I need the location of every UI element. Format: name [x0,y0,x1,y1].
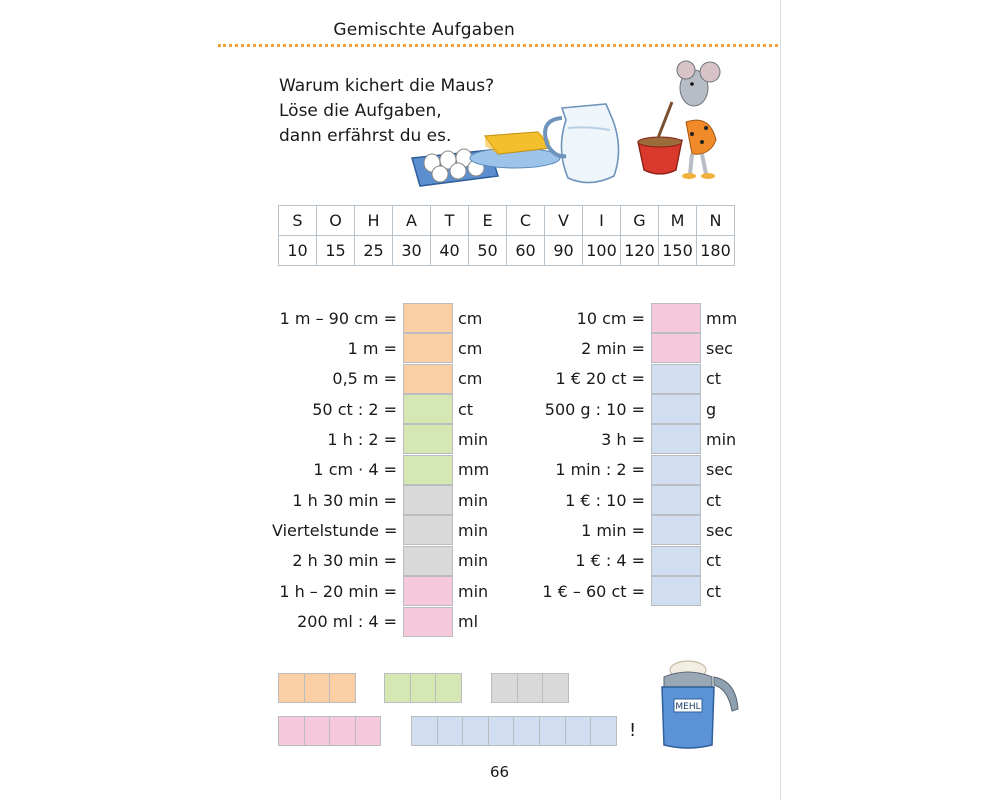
task-row [535,394,716,424]
task-row [535,576,721,606]
answer-letter-box[interactable] [513,716,540,746]
task-unit: sec [706,338,733,358]
task-expression: 1 € : 4 = [575,551,645,571]
intro-line-3: dann erfährst du es. [279,126,452,146]
key-letter: E [469,206,507,236]
answer-letter-box[interactable] [539,716,566,746]
key-number: 150 [659,236,697,266]
task-row [272,576,488,606]
task-expression: 2 h 30 min = [292,551,397,571]
answer-letter-box[interactable] [278,716,305,746]
task-unit: ct [706,581,722,601]
answer-box[interactable] [651,515,701,545]
answer-letter-box[interactable] [565,716,592,746]
task-expression: 2 min = [581,338,645,358]
task-row [272,333,482,363]
answer-box[interactable] [403,394,453,424]
answer-letter-box[interactable] [542,673,569,703]
answer-box[interactable] [403,485,453,515]
key-letter: C [507,206,545,236]
key-number: 25 [355,236,393,266]
task-expression: 1 h 30 min = [292,490,397,510]
key-letter: G [621,206,659,236]
task-row [272,485,488,515]
task-row [272,515,488,545]
key-number: 30 [393,236,431,266]
answer-box[interactable] [403,607,453,637]
task-unit: ct [706,490,722,510]
answer-box[interactable] [651,303,701,333]
answer-letter-box[interactable] [411,716,438,746]
key-number: 90 [545,236,583,266]
answer-box[interactable] [403,576,453,606]
task-row [535,455,733,485]
answer-box[interactable] [651,485,701,515]
answer-letter-box[interactable] [304,716,331,746]
answer-letter-box[interactable] [517,673,544,703]
task-unit: ml [458,612,479,631]
task-expression: 1 € 20 ct = [555,369,645,389]
answer-letter-box[interactable] [329,716,356,746]
task-row [535,546,721,576]
task-unit: min [706,429,737,449]
answer-letter-box[interactable] [384,673,411,703]
task-expression: 1 m – 90 cm = [279,308,397,328]
task-expression: 500 g : 10 = [544,399,645,419]
task-row [272,546,488,576]
answer-box[interactable] [651,333,701,363]
answer-word-green [384,673,462,703]
key-letter: M [659,206,697,236]
task-row [535,515,733,545]
task-unit: ct [706,369,722,389]
page-title: Gemischte Aufgaben [333,20,515,40]
task-expression: 1 € – 60 ct = [542,581,645,601]
answer-word-pink [278,716,381,746]
task-unit: mm [458,460,490,480]
task-expression: Viertelstunde = [272,520,398,540]
answer-letter-box[interactable] [410,673,437,703]
answer-letter-box[interactable] [329,673,356,703]
task-unit: cm [458,308,483,328]
task-expression: 1 min = [581,520,645,540]
answer-letter-box[interactable] [435,673,462,703]
key-letter: H [355,206,393,236]
task-row [272,364,482,394]
key-number: 40 [431,236,469,266]
key-number: 60 [507,236,545,266]
key-number: 10 [279,236,317,266]
task-expression: 1 m = [347,338,397,358]
task-expression: 1 min : 2 = [555,460,645,480]
jar-label: MEHL [675,702,701,712]
task-row [272,607,478,637]
answer-box[interactable] [651,364,701,394]
answer-box[interactable] [651,576,701,606]
answer-box[interactable] [403,455,453,485]
answer-letter-box[interactable] [278,673,305,703]
task-expression: 1 € : 10 = [565,490,645,510]
intro-line-1: Warum kichert die Maus? [279,76,495,96]
task-row [535,303,737,333]
intro-line-2: Löse die Aufgaben, [279,101,442,121]
answer-letter-box[interactable] [488,716,515,746]
key-letter: V [545,206,583,236]
answer-word-orange [278,673,356,703]
key-letter: A [393,206,431,236]
answer-letter-box[interactable] [491,673,518,703]
key-number: 50 [469,236,507,266]
task-expression: 10 cm = [576,308,645,328]
task-unit: min [458,520,489,540]
task-expression: 1 cm · 4 = [313,460,397,480]
letter-key-table [278,205,735,266]
answer-box[interactable] [403,303,453,333]
answer-box[interactable] [651,546,701,576]
task-unit: cm [458,338,483,358]
answer-letter-box[interactable] [437,716,464,746]
dotted-divider [218,44,778,47]
key-number: 180 [697,236,735,266]
task-row [535,364,721,394]
task-expression: 200 ml : 4 = [297,612,397,631]
task-unit: cm [458,369,483,389]
task-unit: ct [458,399,474,419]
task-expression: 0,5 m = [332,369,397,389]
key-number: 120 [621,236,659,266]
answer-box[interactable] [403,515,453,545]
key-number: 15 [317,236,355,266]
task-row [535,424,736,454]
answer-box[interactable] [403,364,453,394]
task-row [272,303,482,333]
blank-margin [781,0,1000,800]
task-expression: 1 h : 2 = [327,429,397,449]
answer-box[interactable] [403,333,453,363]
task-expression: 50 ct : 2 = [312,399,397,419]
page-number: 66 [490,763,510,781]
key-letter: N [697,206,735,236]
baking-illustration [410,58,740,193]
key-letter: I [583,206,621,236]
key-letter: S [279,206,317,236]
task-unit: min [458,551,489,571]
flour-jar-icon [652,655,742,750]
task-unit: min [458,429,489,449]
task-row [272,424,488,454]
answer-box[interactable] [651,394,701,424]
milk-jug-icon [545,104,618,183]
task-unit: sec [706,520,733,540]
task-row [535,485,721,515]
task-unit: g [706,399,717,419]
answer-letter-box[interactable] [590,716,617,746]
mouse-icon [638,61,720,179]
letter-row [279,206,735,236]
answer-word-gray [491,673,569,703]
task-row [272,394,473,424]
answer-letter-box[interactable] [304,673,331,703]
number-row [279,236,735,266]
task-expression: 3 h = [601,429,645,449]
answer-box[interactable] [403,424,453,454]
task-row [535,333,733,363]
key-number: 100 [583,236,621,266]
task-row [272,455,489,485]
task-unit: min [458,490,489,510]
answer-word-blue [411,716,617,746]
task-unit: min [458,581,489,601]
answer-letter-box[interactable] [462,716,489,746]
answer-box[interactable] [403,546,453,576]
key-letter: T [431,206,469,236]
answer-box[interactable] [651,455,701,485]
task-unit: ct [706,551,722,571]
answer-box[interactable] [651,424,701,454]
solution-end-mark: ! [629,720,637,741]
key-letter: O [317,206,355,236]
task-unit: sec [706,460,733,480]
task-expression: 1 h – 20 min = [279,581,397,601]
answer-letter-box[interactable] [355,716,382,746]
task-unit: mm [706,308,738,328]
